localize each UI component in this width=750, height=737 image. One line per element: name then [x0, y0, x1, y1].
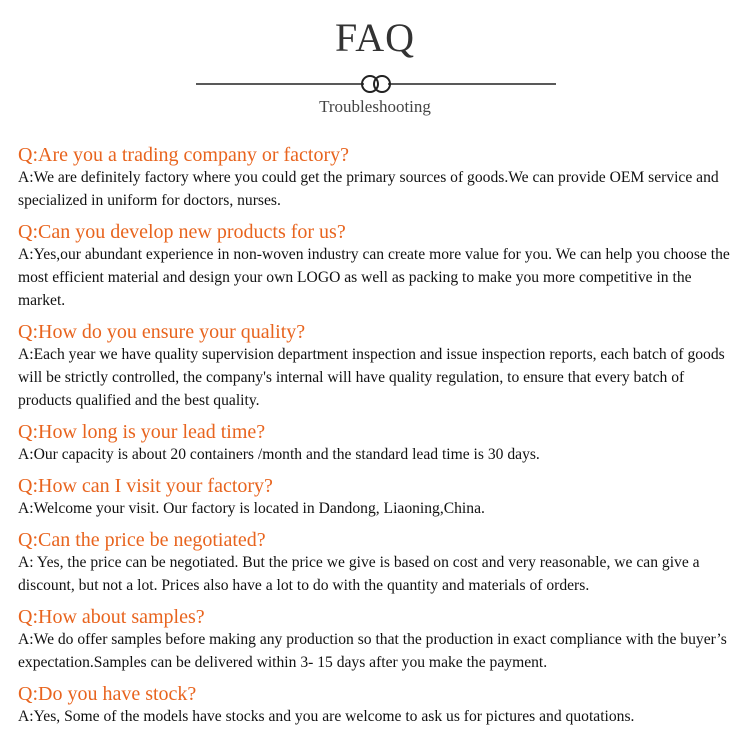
faq-answer: A:Our capacity is about 20 containers /month and the standard lead time is 30 days. [18, 446, 540, 463]
faq-header [0, 0, 750, 130]
rings-divider-icon [196, 72, 556, 96]
faq-answer: A:Yes,our abundant experience in non-woven industry can create more value for you. We can help you choose the most efficient material and design your own LOGO as well as packing to make you more competitive in the market. [18, 246, 730, 309]
faq-answer: A:Welcome your visit. Our factory is located in Dandong, Liaoning,China. [18, 500, 485, 517]
faq-question: Q:How about samples? [18, 606, 205, 628]
faq-item [18, 321, 738, 412]
faq-question: Q:How can I visit your factory? [18, 475, 273, 497]
faq-answer: A:Each year we have quality supervision department inspection and issue inspection reports, each batch of goods will be strictly controlled, the company's internal will have quality regulation, to ensure that every batch of products qualified and the best quality. [18, 346, 725, 409]
faq-item [18, 221, 738, 312]
faq-question: Q:Do you have stock? [18, 683, 197, 705]
faq-item [18, 475, 738, 520]
faq-item [18, 529, 738, 597]
faq-question: Q:How long is your lead time? [18, 421, 266, 443]
faq-answer: A:Yes, Some of the models have stocks and you are welcome to ask us for pictures and quotations. [18, 708, 635, 725]
faq-question: Q:How do you ensure your quality? [18, 321, 306, 343]
faq-question: Q:Can you develop new products for us? [18, 221, 346, 243]
faq-item [18, 144, 738, 212]
faq-item [18, 606, 738, 674]
faq-answer: A:We are definitely factory where you could get the primary sources of goods.We can provide OEM service and specialized in uniform for doctors, nurses. [18, 169, 719, 209]
faq-answer: A:We do offer samples before making any production so that the production in exact compliance with the buyer’s expectation.Samples can be delivered within 3- 15 days after you make the payment. [18, 631, 727, 671]
faq-question: Q:Are you a trading company or factory? [18, 144, 349, 166]
faq-item [18, 683, 738, 728]
page-subtitle: Troubleshooting [319, 97, 431, 116]
page-title: FAQ [334, 15, 416, 60]
faq-list [18, 144, 738, 737]
faq-question: Q:Can the price be negotiated? [18, 529, 266, 551]
faq-item [18, 421, 738, 466]
faq-answer: A: Yes, the price can be negotiated. But the price we give is based on cost and very reasonable, we can give a discount, but not a lot. Prices also have a lot to do with the quantity and materials of orders. [18, 554, 700, 594]
